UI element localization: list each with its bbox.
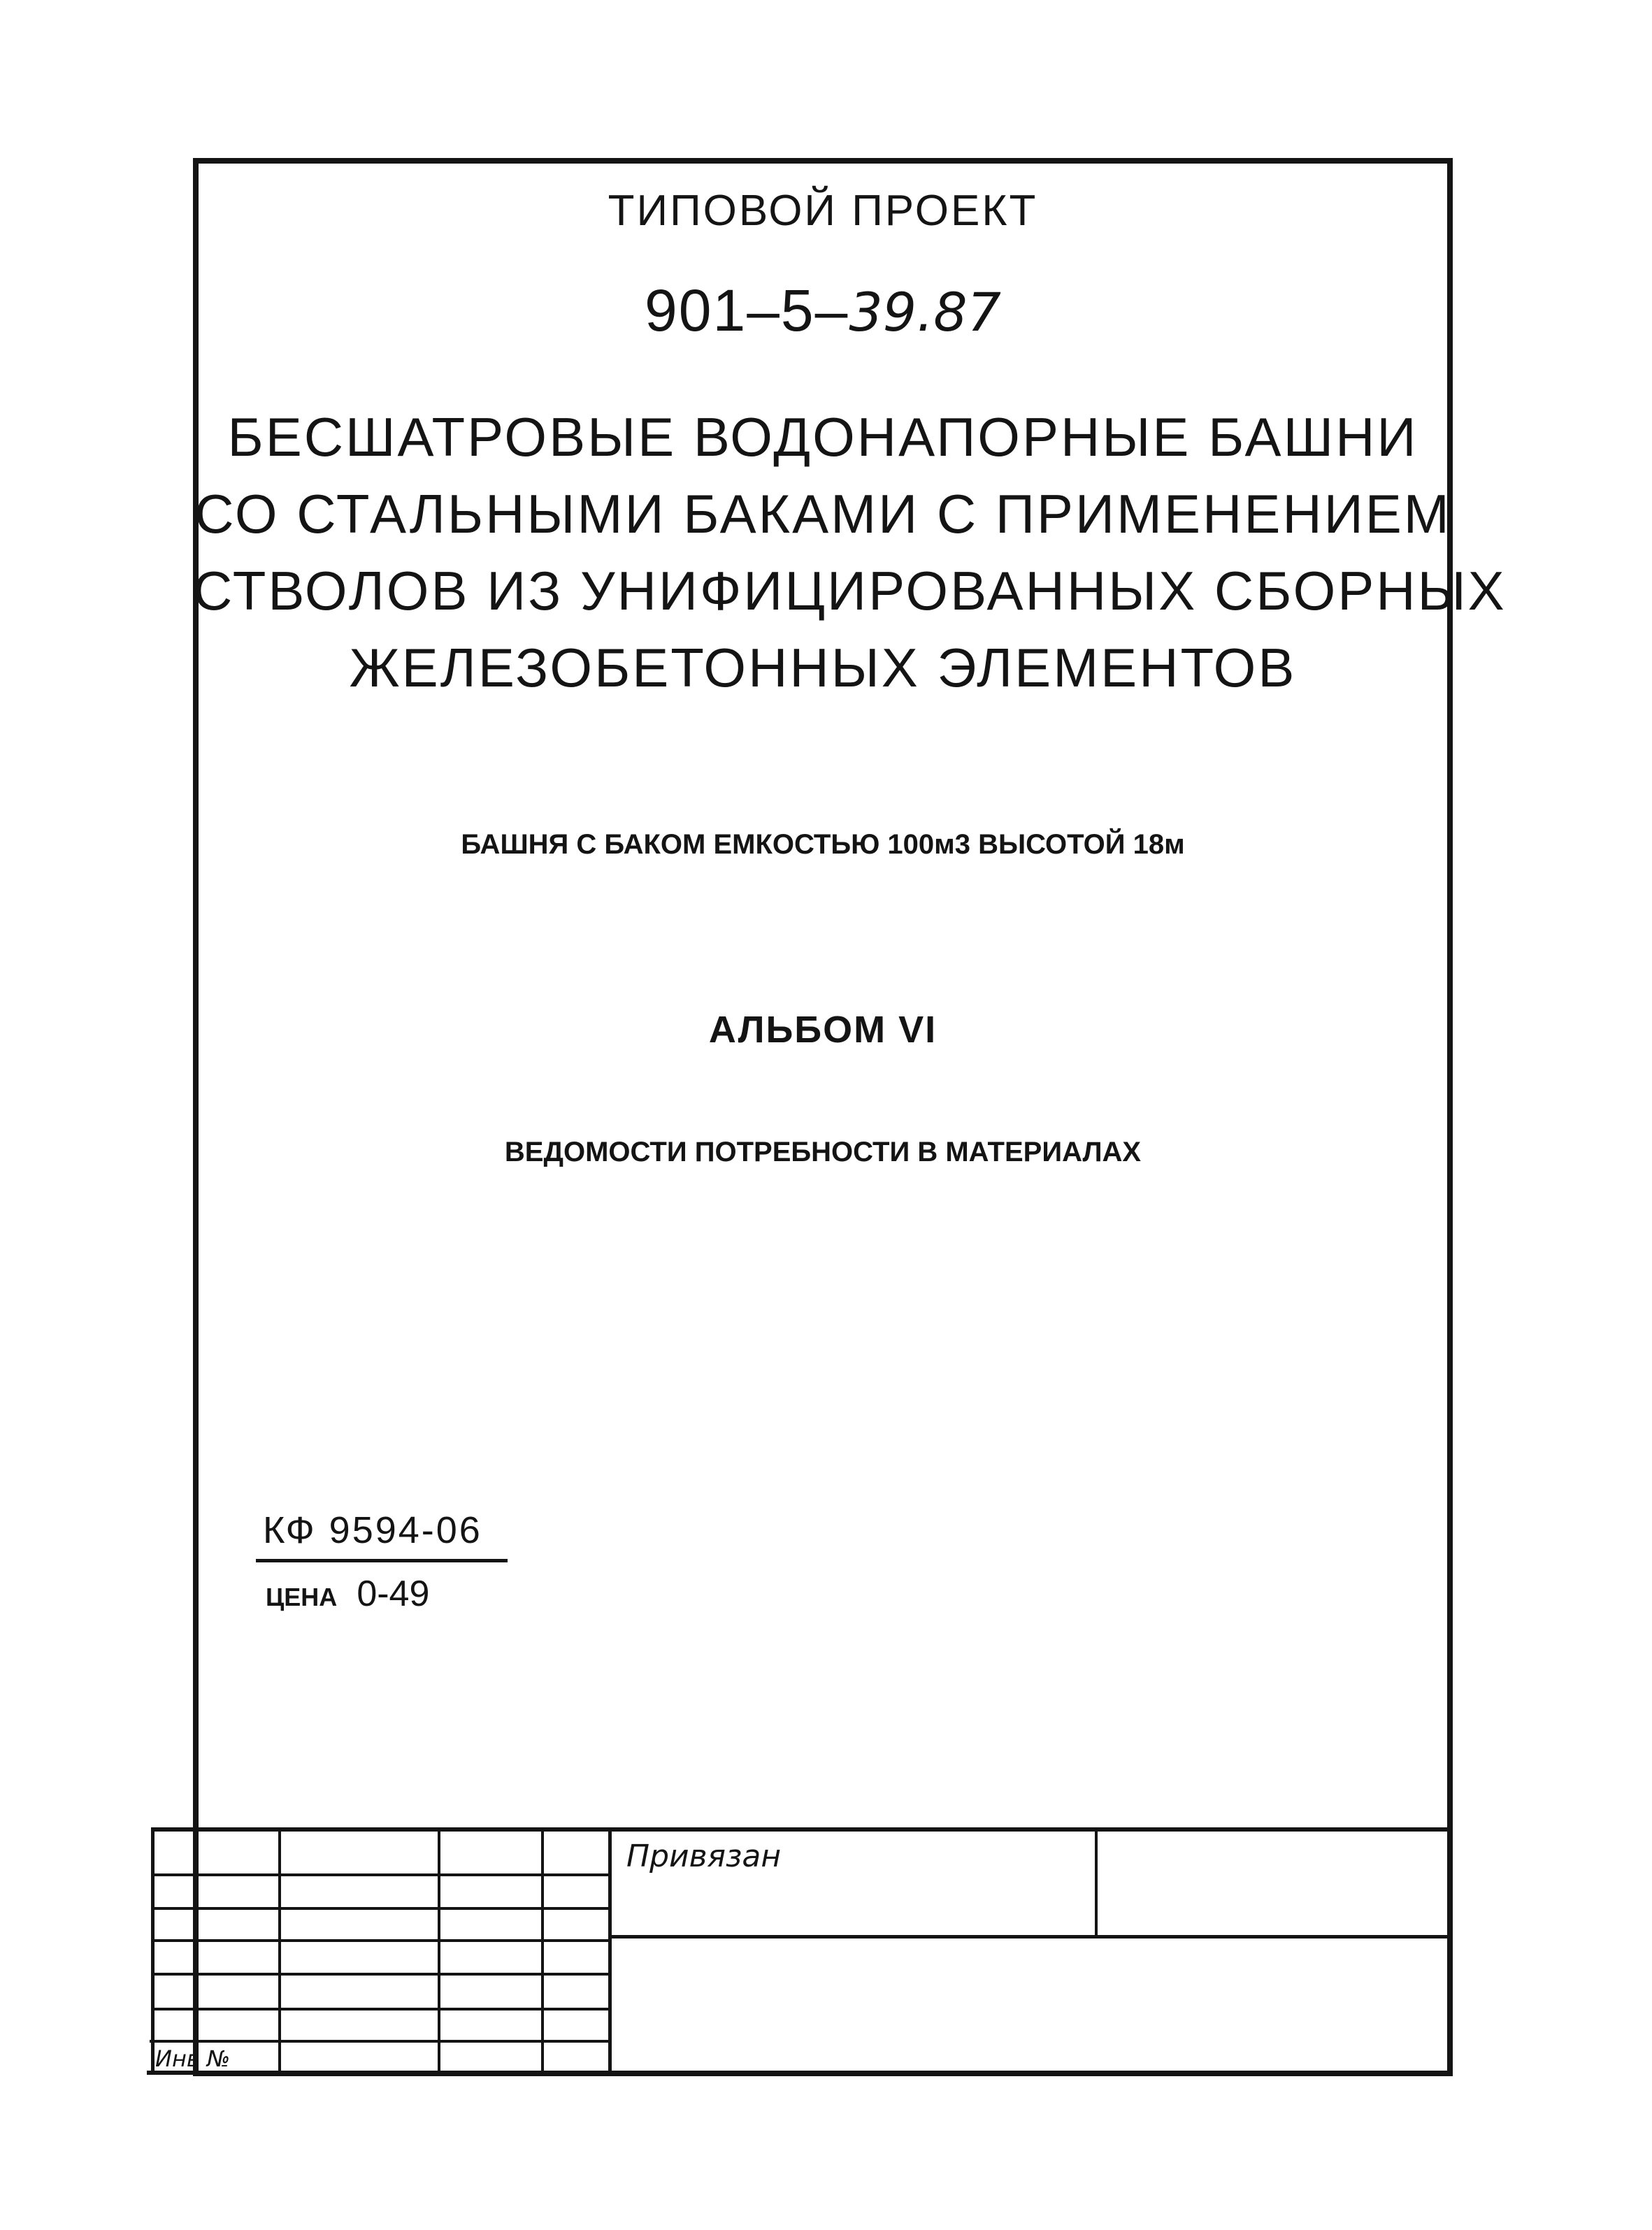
catalog-code: КФ 9594-06 (263, 1509, 482, 1551)
title-line-1: БЕСШАТРОВЫЕ ВОДОНАПОРНЫЕ БАШНИ (227, 406, 1418, 468)
page-content (193, 158, 1507, 2076)
album-description: ВЕДОМОСТИ ПОТРЕБНОСТИ В МАТЕРИАЛАХ (504, 1137, 1142, 1167)
stamp-col-line-1 (278, 1827, 281, 2075)
stamp-col-line-5 (1095, 1827, 1098, 1936)
project-number (193, 277, 1453, 345)
title-line-3: СТВОЛОВ ИЗ УНИФИЦИРОВАННЫХ СБОРНЫХ (193, 560, 1507, 621)
doc-type: ТИПОВОЙ ПРОЕКТ (608, 187, 1038, 235)
bound-label: Привязан (626, 1839, 782, 1874)
catalog-underline (256, 1559, 508, 1562)
stamp-col-line-3 (541, 1827, 544, 2075)
price-label: ЦЕНА (266, 1583, 338, 1611)
project-number-suffix: 39.87 (849, 281, 1001, 343)
price-value: 0-49 (357, 1574, 430, 1614)
title-line-2: СО СТАЛЬНЫМИ БАКАМИ С ПРИМЕНЕНИЕМ (194, 483, 1451, 545)
subtitle: БАШНЯ С БАКОМ ЕМКОСТЬЮ 100м3 ВЫСОТОЙ 18м (461, 829, 1185, 860)
stamp-col-line-2 (438, 1827, 440, 2075)
album-number: АЛЬБОМ VI (708, 1009, 938, 1051)
stamp-mid-line (608, 1935, 1451, 1938)
stamp-left-line (151, 1827, 155, 2075)
stamp-col-line-4 (608, 1827, 612, 2075)
inventory-label: Инв № (155, 2045, 231, 2072)
stamp-top-line (152, 1827, 1451, 1832)
price-row (266, 1573, 429, 1615)
project-number-prefix: 901–5– (645, 278, 849, 343)
title-line-4: ЖЕЛЕЗОБЕТОННЫХ ЭЛЕМЕНТОВ (349, 637, 1297, 698)
